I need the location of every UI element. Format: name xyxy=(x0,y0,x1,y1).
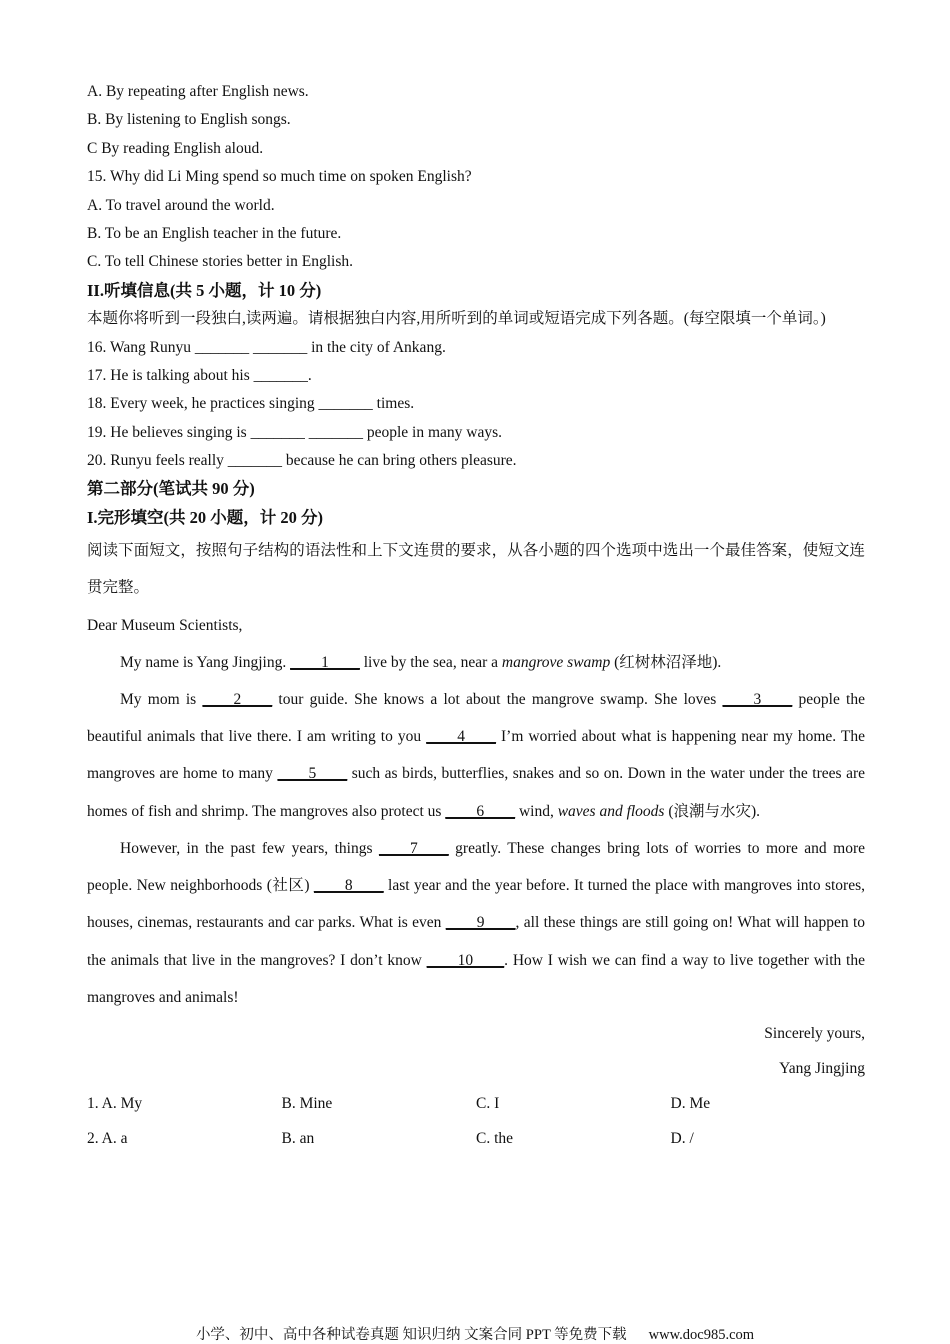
blank-2: ____2____ xyxy=(202,691,273,709)
exam-page xyxy=(87,78,865,1156)
option-2a: 2. A. a xyxy=(87,1129,128,1147)
letter-paragraph-2 xyxy=(87,681,865,830)
cloze-instruction: 阅读下面短文，按照句子结构的语法性和上下文连贯的要求，从各小题的四个选项中选出一个最佳答案，使短文连贯完整。 xyxy=(87,542,865,597)
options-row-2 xyxy=(87,1121,865,1156)
option-2c: C. the xyxy=(476,1129,514,1147)
blank-4: ____4____ xyxy=(426,728,496,746)
italic-term: mangrove swamp xyxy=(501,653,611,671)
letter-salutation: Dear Museum Scientists, xyxy=(87,616,243,634)
cloze-heading: I.完形填空(共 20 小题，计 20 分) xyxy=(87,507,324,527)
text-segment: wind, xyxy=(515,802,558,820)
q18: 18. Every week, he practices singing _______ times. xyxy=(87,395,415,413)
letter-signature: Yang Jingjing xyxy=(779,1059,865,1077)
page-footer xyxy=(0,1323,950,1344)
section-ii-instruction: 本题你将听到一段独白,读两遍。请根据独白内容,用所听到的单词或短语完成下列各题。(每空限填一个单词。) xyxy=(87,310,826,328)
q14-option-a: A. By repeating after English news. xyxy=(87,83,309,100)
text-segment: (红树林沼泽地). xyxy=(610,653,722,671)
q15-option-b: B. To be an English teacher in the future. xyxy=(87,224,342,242)
text-segment: such as birds, butterflies, snakes and so on. Down in the water under the trees are homes of fish and shrimp. The mangroves also protect us xyxy=(87,765,866,820)
text-segment: people the beautiful animals that live there. I am writing to you xyxy=(87,691,865,746)
q16: 16. Wang Runyu _______ _______ in the city of Ankang. xyxy=(87,338,446,356)
q15-option-c: C. To tell Chinese stories better in English. xyxy=(87,253,353,271)
option-1a: 1. A. My xyxy=(87,1094,143,1112)
q17: 17. He is talking about his _______. xyxy=(87,366,312,384)
options-row-1 xyxy=(87,1086,865,1121)
text-segment: My mom is xyxy=(120,691,203,709)
q15-question: 15. Why did Li Ming spend so much time on spoken English? xyxy=(87,168,472,186)
text-segment: (浪潮与水灾). xyxy=(664,802,761,820)
letter-paragraph-1 xyxy=(87,644,865,681)
letter-closing: Sincerely yours, xyxy=(764,1024,865,1042)
q14-option-b: B. By listening to English songs. xyxy=(87,111,291,129)
blank-6: ____6____ xyxy=(445,802,516,820)
letter-paragraph-3 xyxy=(87,830,865,1016)
blank-10: ____10____ xyxy=(426,951,505,969)
text-segment: tour guide. She knows a lot about the mangrove swamp. She loves xyxy=(272,691,723,709)
italic-term: waves and floods xyxy=(557,802,665,820)
text-segment: last year and the year before. It turned the place with mangroves into stores, houses, cinemas, restaurants and car parks. What is even xyxy=(87,877,865,932)
q15-option-a: A. To travel around the world. xyxy=(87,196,275,214)
blank-5: ____5____ xyxy=(277,765,348,783)
option-1b: B. Mine xyxy=(281,1094,333,1112)
part-two-heading: 第二部分(笔试共 90 分) xyxy=(87,479,255,499)
text-segment: . How I wish we can find a way to live together with the mangroves and animals! xyxy=(87,951,865,1006)
q20: 20. Runyu feels really _______ because he can bring others pleasure. xyxy=(87,452,517,470)
footer-site: www.doc985.com xyxy=(648,1327,755,1343)
text-segment: My name is Yang Jingjing. xyxy=(120,653,291,671)
blank-7: ____7____ xyxy=(378,839,449,857)
q14-option-c: C By reading English aloud. xyxy=(87,139,264,157)
blank-9: ____9____ xyxy=(445,914,516,932)
section-ii-heading: II.听填信息(共 5 小题，计 10 分) xyxy=(87,280,322,300)
blank-3: ____3____ xyxy=(722,691,793,709)
option-1d: D. Me xyxy=(670,1094,711,1112)
option-1c: C. I xyxy=(476,1094,500,1112)
blank-1: ____1____ xyxy=(290,653,360,671)
footer-text: 小学、初中、高中各种试卷真题 知识归纳 文案合同 PPT 等免费下载 xyxy=(195,1327,627,1343)
text-segment: , all these things are still going on! What will happen to the animals that live in the mangroves? I don’t know xyxy=(87,914,865,969)
text-segment: However, in the past few years, things xyxy=(120,839,379,857)
text-segment: I’m worried about what is happening near my home. The mangroves are home to many xyxy=(87,728,865,783)
q19: 19. He believes singing is _______ _______ people in many ways. xyxy=(87,423,503,441)
text-segment: greatly. These changes bring lots of worries to more and more people. New neighborhoods (社区) xyxy=(87,839,865,895)
text-segment: live by the sea, near a xyxy=(359,653,502,671)
option-2b: B. an xyxy=(281,1129,315,1147)
blank-8: ____8____ xyxy=(313,877,384,895)
option-2d: D. / xyxy=(670,1129,694,1147)
